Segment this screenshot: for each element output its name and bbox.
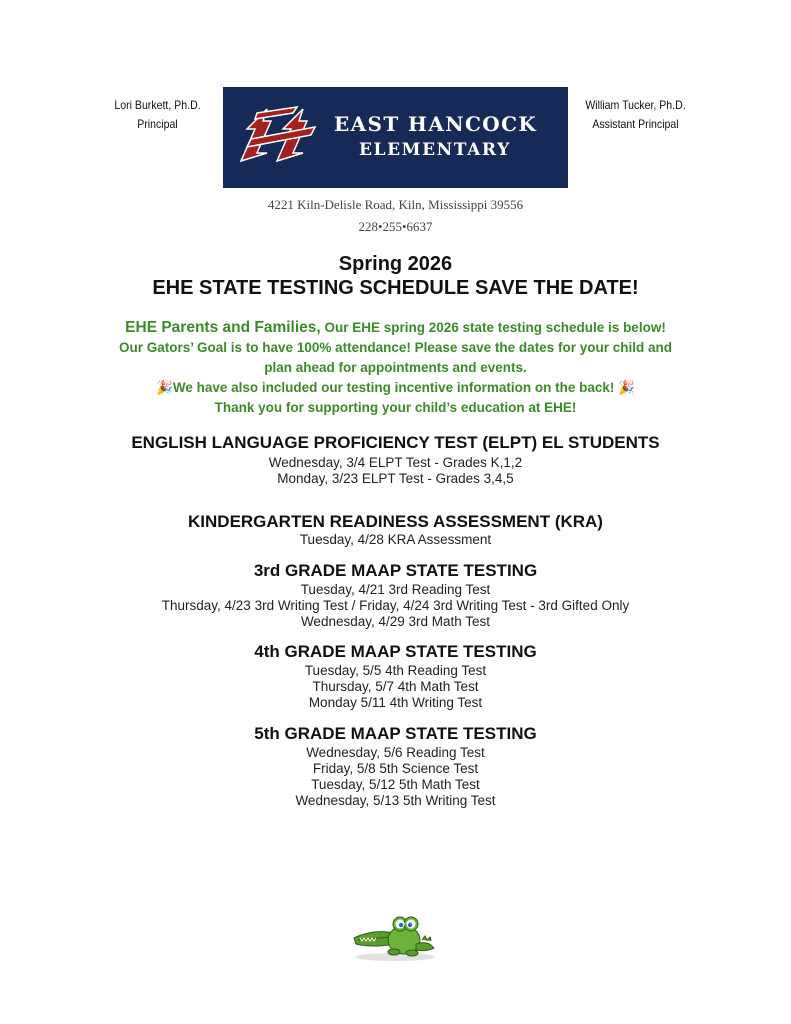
schedule-line: Thursday, 4/23 3rd Writing Test / Friday, 4/24 3rd Writing Test - 3rd Gifted Only: [161, 598, 630, 613]
principal-block: [107, 96, 208, 134]
schedule-line: Wednesday, 5/6 Reading Test: [306, 745, 485, 760]
logo-school-type: ELEMENTARY: [359, 140, 511, 160]
assistant-principal-name: William Tucker, Ph.D.: [585, 98, 686, 112]
school-h-mark-icon: [237, 103, 323, 163]
schedule-line: Tuesday, 5/12 5th Math Test: [311, 777, 480, 792]
schedule-line: Monday, 3/23 ELPT Test - Grades 3,4,5: [277, 471, 514, 486]
logo-school-name: EAST HANCOCK: [334, 112, 538, 136]
notice-line-4: We have also included our testing incentive information on the back!: [172, 380, 619, 395]
notice-line-3: plan ahead for appointments and events.: [264, 360, 527, 375]
assistant-principal-role: Assistant Principal: [592, 117, 679, 131]
principal-name: Lori Burkett, Ph.D.: [114, 98, 201, 112]
assistant-principal-block: [585, 96, 686, 134]
page-title: EHE STATE TESTING SCHEDULE SAVE THE DATE!: [152, 277, 639, 299]
schedule-line: Friday, 5/8 5th Science Test: [312, 761, 479, 776]
schedule-line: Monday 5/11 4th Writing Test: [308, 695, 483, 710]
section-title-5th-grade: 5th GRADE MAAP STATE TESTING: [254, 724, 537, 743]
schedule-line: Tuesday, 4/21 3rd Reading Test: [300, 582, 491, 597]
notice-line-2: Our Gators’ Goal is to have 100% attendance! Please save the dates for your child and: [119, 340, 672, 355]
family-notice: [80, 318, 711, 418]
section-title-4th-grade: 4th GRADE MAAP STATE TESTING: [254, 642, 537, 661]
section-title-elpt: ENGLISH LANGUAGE PROFICIENCY TEST (ELPT) EL STUDENTS: [131, 433, 660, 452]
principal-role: Principal: [137, 117, 178, 131]
schedule-line: Tuesday, 5/5 4th Reading Test: [304, 663, 487, 678]
section-title-3rd-grade: 3rd GRADE MAAP STATE TESTING: [253, 561, 538, 580]
section-title-kra: KINDERGARTEN READINESS ASSESSMENT (KRA): [188, 512, 603, 531]
school-logo: [223, 87, 568, 188]
notice-lead: EHE Parents and Families,: [125, 319, 321, 336]
schedule-line: Wednesday, 5/13 5th Writing Test: [295, 793, 496, 808]
schedule-line: Tuesday, 4/28 KRA Assessment: [299, 532, 492, 547]
page-title-season: Spring 2026: [338, 253, 453, 275]
party-popper-icon: 🎉: [156, 380, 173, 395]
schedule-line: Thursday, 5/7 4th Math Test: [312, 679, 479, 694]
schedule-line: Wednesday, 4/29 3rd Math Test: [300, 614, 491, 629]
school-address: 4221 Kiln-Delisle Road, Kiln, Mississippi 39556: [267, 197, 524, 212]
school-phone: 228•255•6637: [358, 219, 433, 234]
notice-line-5: Thank you for supporting your child’s education at EHE!: [214, 400, 577, 415]
schedule-line: Wednesday, 3/4 ELPT Test - Grades K,1,2: [268, 455, 523, 470]
alligator-mascot-icon: [350, 910, 440, 967]
party-popper-icon: 🎉: [618, 380, 635, 395]
notice-line-1: Our EHE spring 2026 state testing schedule is below!: [320, 320, 666, 335]
